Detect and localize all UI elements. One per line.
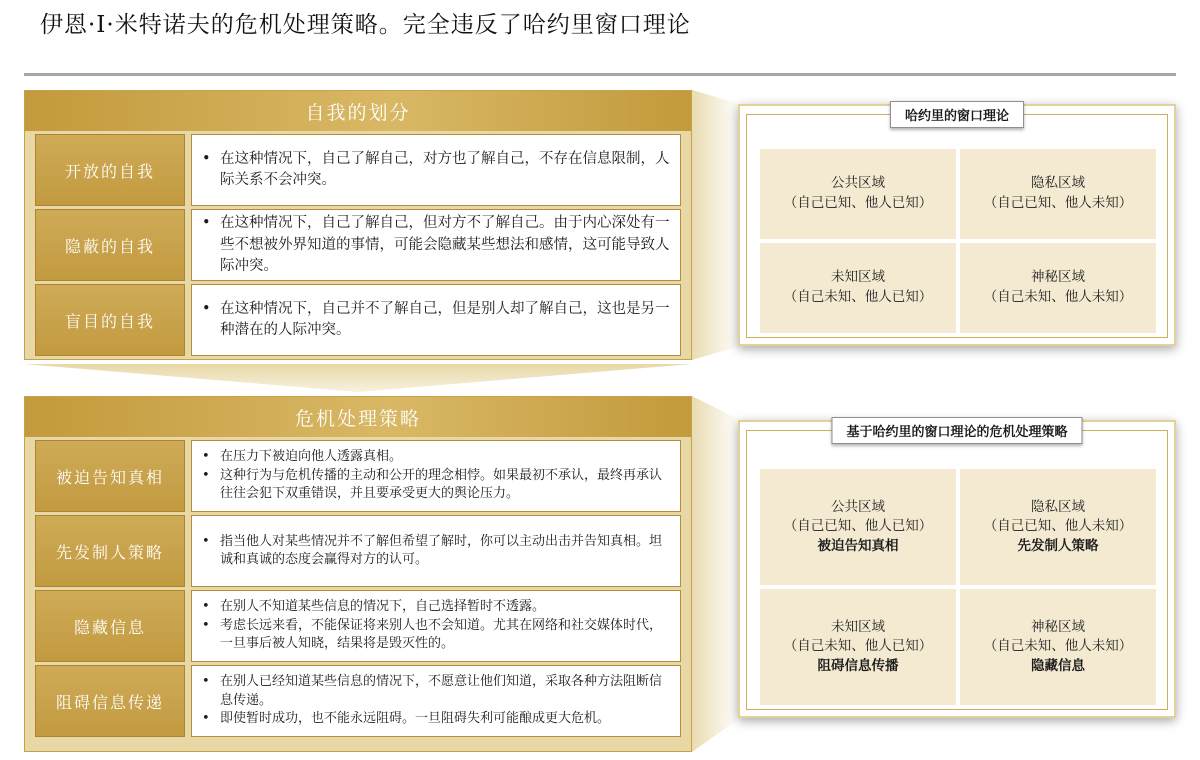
- self-row-open: [35, 134, 681, 206]
- johari-crisis-title: 基于哈约里的窗口理论的危机处理策略: [831, 417, 1082, 444]
- bullet-text: • 考虑长远来看，不能保证将来别人也不会知道。尤其在网络和社交媒体时代，一旦事后被人知晓，结果将是毁灭性的。: [200, 617, 670, 654]
- cell-desc: （自己已知、他人已知）: [783, 195, 933, 211]
- johari-window-title: 哈约里的窗口理论: [890, 101, 1024, 128]
- cell-name: 未知区域: [831, 618, 885, 635]
- cell-name: 公共区域: [831, 498, 885, 515]
- cell-desc: （自己未知、他人未知）: [983, 289, 1133, 305]
- row-label: 开放的自我: [35, 134, 185, 206]
- bullet-text: • 这种行为与危机传播的主动和公开的理念相悖。如果最初不承认，最终再承认往往会犯下双重错误，并且要承受更大的舆论压力。: [200, 467, 670, 504]
- cell-name: 神秘区域: [1031, 618, 1085, 635]
- row-label: 隐蔽的自我: [35, 209, 185, 281]
- row-description: [191, 665, 681, 737]
- cell-desc: （自己未知、他人已知）: [783, 638, 933, 655]
- cell-desc: （自己未知、他人已知）: [783, 289, 933, 305]
- johari-cell-public: [760, 149, 956, 239]
- cell-strategy: 先发制人策略: [1017, 537, 1099, 554]
- cell-desc: （自己未知、他人未知）: [983, 638, 1133, 655]
- crisis-cell-private: [960, 469, 1156, 585]
- johari-cell-mystery: [960, 243, 1156, 333]
- cell-name: 未知区域: [831, 269, 885, 286]
- crisis-row-hide-info: [35, 590, 681, 662]
- johari-crisis-box: [738, 420, 1176, 718]
- bullet-text: • 在别人不知道某些信息的情况下，自己选择暂时不透露。: [200, 598, 670, 616]
- cell-desc: （自己已知、他人已知）: [783, 518, 933, 535]
- crisis-row-preemptive: [35, 515, 681, 587]
- row-description: [191, 284, 681, 356]
- crisis-row-block-info: [35, 665, 681, 737]
- cell-strategy: 隐藏信息: [1031, 657, 1085, 674]
- crisis-row-forced-truth: [35, 440, 681, 512]
- johari-grid: [760, 149, 1156, 333]
- cell-desc: （自己已知、他人未知）: [983, 518, 1133, 535]
- bullet-text: • 在别人已经知道某些信息的情况下，不愿意让他们知道，采取各种方法阻断信息传递。: [200, 673, 670, 710]
- self-row-blind: [35, 284, 681, 356]
- self-division-panel: [24, 90, 692, 360]
- johari-window-frame: [746, 109, 1168, 338]
- cell-name: 隐私区域: [1031, 175, 1085, 192]
- cell-desc: （自己已知、他人未知）: [983, 195, 1133, 211]
- row-label: 隐藏信息: [35, 590, 185, 662]
- cell-strategy: 阻碍信息传播: [817, 657, 899, 674]
- johari-cell-unknown: [760, 243, 956, 333]
- crisis-strategy-header: 危机处理策略: [25, 397, 691, 437]
- row-description: [191, 134, 681, 206]
- row-description: [191, 515, 681, 587]
- johari-window-box: [738, 104, 1176, 346]
- connector-bottom: [692, 396, 740, 752]
- self-division-header: 自我的划分: [25, 91, 691, 131]
- cell-strategy: 被迫告知真相: [817, 537, 899, 554]
- bullet-text: • 在这种情况下，自己了解自己，对方也了解自己，不存在信息限制，人际关系不会冲突。: [200, 149, 670, 191]
- row-description: [191, 590, 681, 662]
- self-row-hidden: [35, 209, 681, 281]
- crisis-strategy-panel: [24, 396, 692, 752]
- crisis-cell-mystery: [960, 589, 1156, 705]
- bullet-text: • 在这种情况下，自己了解自己，但对方不了解自己。由于内心深处有一些不想被外界知道的事情，可能会隐藏某些想法和感情，这可能导致人际冲突。: [200, 213, 670, 276]
- cell-name: 神秘区域: [1031, 269, 1085, 286]
- row-label: 阻碍信息传递: [35, 665, 185, 737]
- bullet-text: • 即使暂时成功，也不能永远阻碍。一旦阻碍失利可能酿成更大危机。: [200, 710, 670, 728]
- cell-name: 公共区域: [831, 175, 885, 192]
- bullet-text: • 在压力下被迫向他人透露真相。: [200, 448, 670, 466]
- row-description: [191, 440, 681, 512]
- row-label: 先发制人策略: [35, 515, 185, 587]
- row-label: 被迫告知真相: [35, 440, 185, 512]
- bullet-text: • 在这种情况下，自己并不了解自己，但是别人却了解自己，这也是另一种潜在的人际冲突。: [200, 299, 670, 341]
- bullet-text: • 指当他人对某些情况并不了解但希望了解时，你可以主动出击并告知真相。坦诚和真诚的态度会赢得对方的认可。: [200, 533, 670, 570]
- johari-crisis-frame: [746, 425, 1168, 710]
- johari-cell-private: [960, 149, 1156, 239]
- cell-name: 隐私区域: [1031, 498, 1085, 515]
- page-title: 伊恩·I·米特诺夫的危机处理策略。完全违反了哈约里窗口理论: [40, 12, 691, 38]
- crisis-cell-unknown: [760, 589, 956, 705]
- johari-crisis-grid: [760, 469, 1156, 705]
- connector-top: [692, 90, 740, 360]
- down-arrow: [24, 364, 692, 392]
- crisis-cell-public: [760, 469, 956, 585]
- row-label: 盲目的自我: [35, 284, 185, 356]
- row-description: [191, 209, 681, 281]
